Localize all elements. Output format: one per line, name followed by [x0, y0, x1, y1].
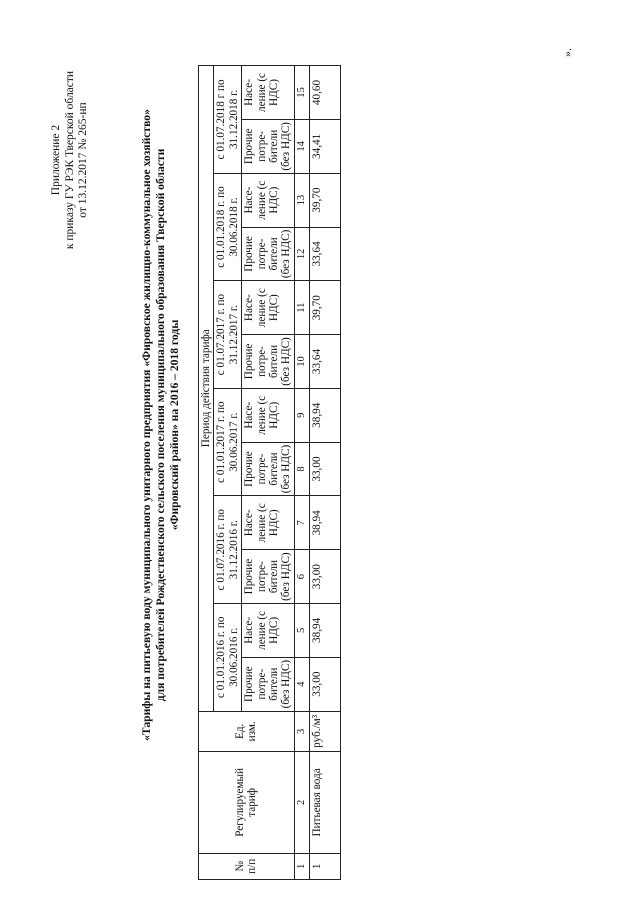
column-number: 13: [294, 173, 309, 227]
tariff-table: [198, 65, 341, 880]
period-header-6: с 01.07.2018 г по 31.12.2018 г.: [214, 66, 242, 174]
column-number: 4: [294, 657, 309, 711]
table-row: [309, 66, 340, 880]
col-header-tariff: Регулируемый тариф: [199, 752, 295, 853]
column-number: 3: [294, 711, 309, 752]
tariff-value: 33,64: [309, 335, 340, 389]
column-number: 14: [294, 119, 309, 173]
tariff-value: 33,00: [309, 550, 340, 604]
appendix-line-3: от 13.12.2017 № 265-нп: [77, 102, 89, 218]
tariff-value: 33,00: [309, 657, 340, 711]
sub-header-other: Прочие потре-бители (без НДС): [242, 657, 295, 711]
tariff-value: 38,94: [309, 603, 340, 657]
column-number: 8: [294, 442, 309, 496]
sub-header-population: Насе-ление (с НДС): [242, 496, 295, 550]
column-number: 6: [294, 550, 309, 604]
sub-header-other: Прочие потре-бители (без НДС): [242, 335, 295, 389]
row-unit: руб./м³: [309, 711, 340, 752]
column-number-row: [294, 66, 309, 880]
col-header-num: № п/п: [199, 853, 295, 879]
appendix-header: [50, 45, 91, 275]
period-header-5: с 01.01.2018 г. по 30.06.2018 г.: [214, 173, 242, 281]
title-line-1: «Тарифы на питьевую воду муниципального унитарного предприятия «Фировское жилищно-коммунальное хозяйство»: [140, 109, 153, 741]
column-number: 15: [294, 66, 309, 120]
document-title: [140, 45, 182, 805]
row-tariff-name: Питьевая вода: [309, 752, 340, 853]
column-number: 12: [294, 227, 309, 281]
sub-header-population: Насе-ление (с НДС): [242, 603, 295, 657]
period-header-1: с 01.01.2016 г. по 30.06.2016 г.: [214, 603, 242, 711]
tariff-value: 38,94: [309, 496, 340, 550]
sub-header-population: Насе-ление (с НДС): [242, 281, 295, 335]
tariff-value: 39,70: [309, 281, 340, 335]
tariff-value: 39,70: [309, 173, 340, 227]
period-header: Период действия тарифа: [199, 66, 214, 712]
title-line-2: для потребителей Рождественского сельского поселения муниципального образования Тверской области: [154, 148, 167, 702]
sub-header-population: Насе-ление (с НДС): [242, 173, 295, 227]
sub-header-other: Прочие потре-бители (без НДС): [242, 227, 295, 281]
row-num: 1: [309, 853, 340, 879]
period-header-3: с 01.01.2017 г. по 30.06.2017 г.: [214, 388, 242, 496]
period-header-2: с 01.07.2016 г. по 31.12.2016 г.: [214, 496, 242, 604]
column-number: 9: [294, 388, 309, 442]
tariff-value: 38,94: [309, 388, 340, 442]
appendix-line-2: к приказу ГУ РЭК Тверской области: [63, 70, 76, 250]
column-number: 11: [294, 281, 309, 335]
column-number: 5: [294, 603, 309, 657]
column-number: 10: [294, 335, 309, 389]
column-number: 1: [294, 853, 309, 879]
tariff-value: 33,64: [309, 227, 340, 281]
sub-header-population: Насе-ление (с НДС): [242, 388, 295, 442]
appendix-line-1: Приложение 2: [50, 124, 62, 196]
col-header-unit: Ед. изм.: [199, 711, 295, 752]
sub-header-population: Насе-ление (с НДС): [242, 66, 295, 120]
tariff-value: 33,00: [309, 442, 340, 496]
sub-header-other: Прочие потре-бители (без НДС): [242, 119, 295, 173]
sub-header-other: Прочие потре-бители (без НДС): [242, 550, 295, 604]
title-line-3: «Фировский район» на 2016 – 2018 годы: [168, 319, 181, 531]
header-row-period: [199, 66, 214, 880]
column-number: 7: [294, 496, 309, 550]
closing-quote: ».: [560, 48, 574, 57]
column-number: 2: [294, 752, 309, 853]
period-header-4: с 01.07.2017 г. по 31.12.2017 г.: [214, 281, 242, 389]
sub-header-other: Прочие потре-бители (без НДС): [242, 442, 295, 496]
tariff-value: 40,60: [309, 66, 340, 120]
tariff-value: 34,41: [309, 119, 340, 173]
